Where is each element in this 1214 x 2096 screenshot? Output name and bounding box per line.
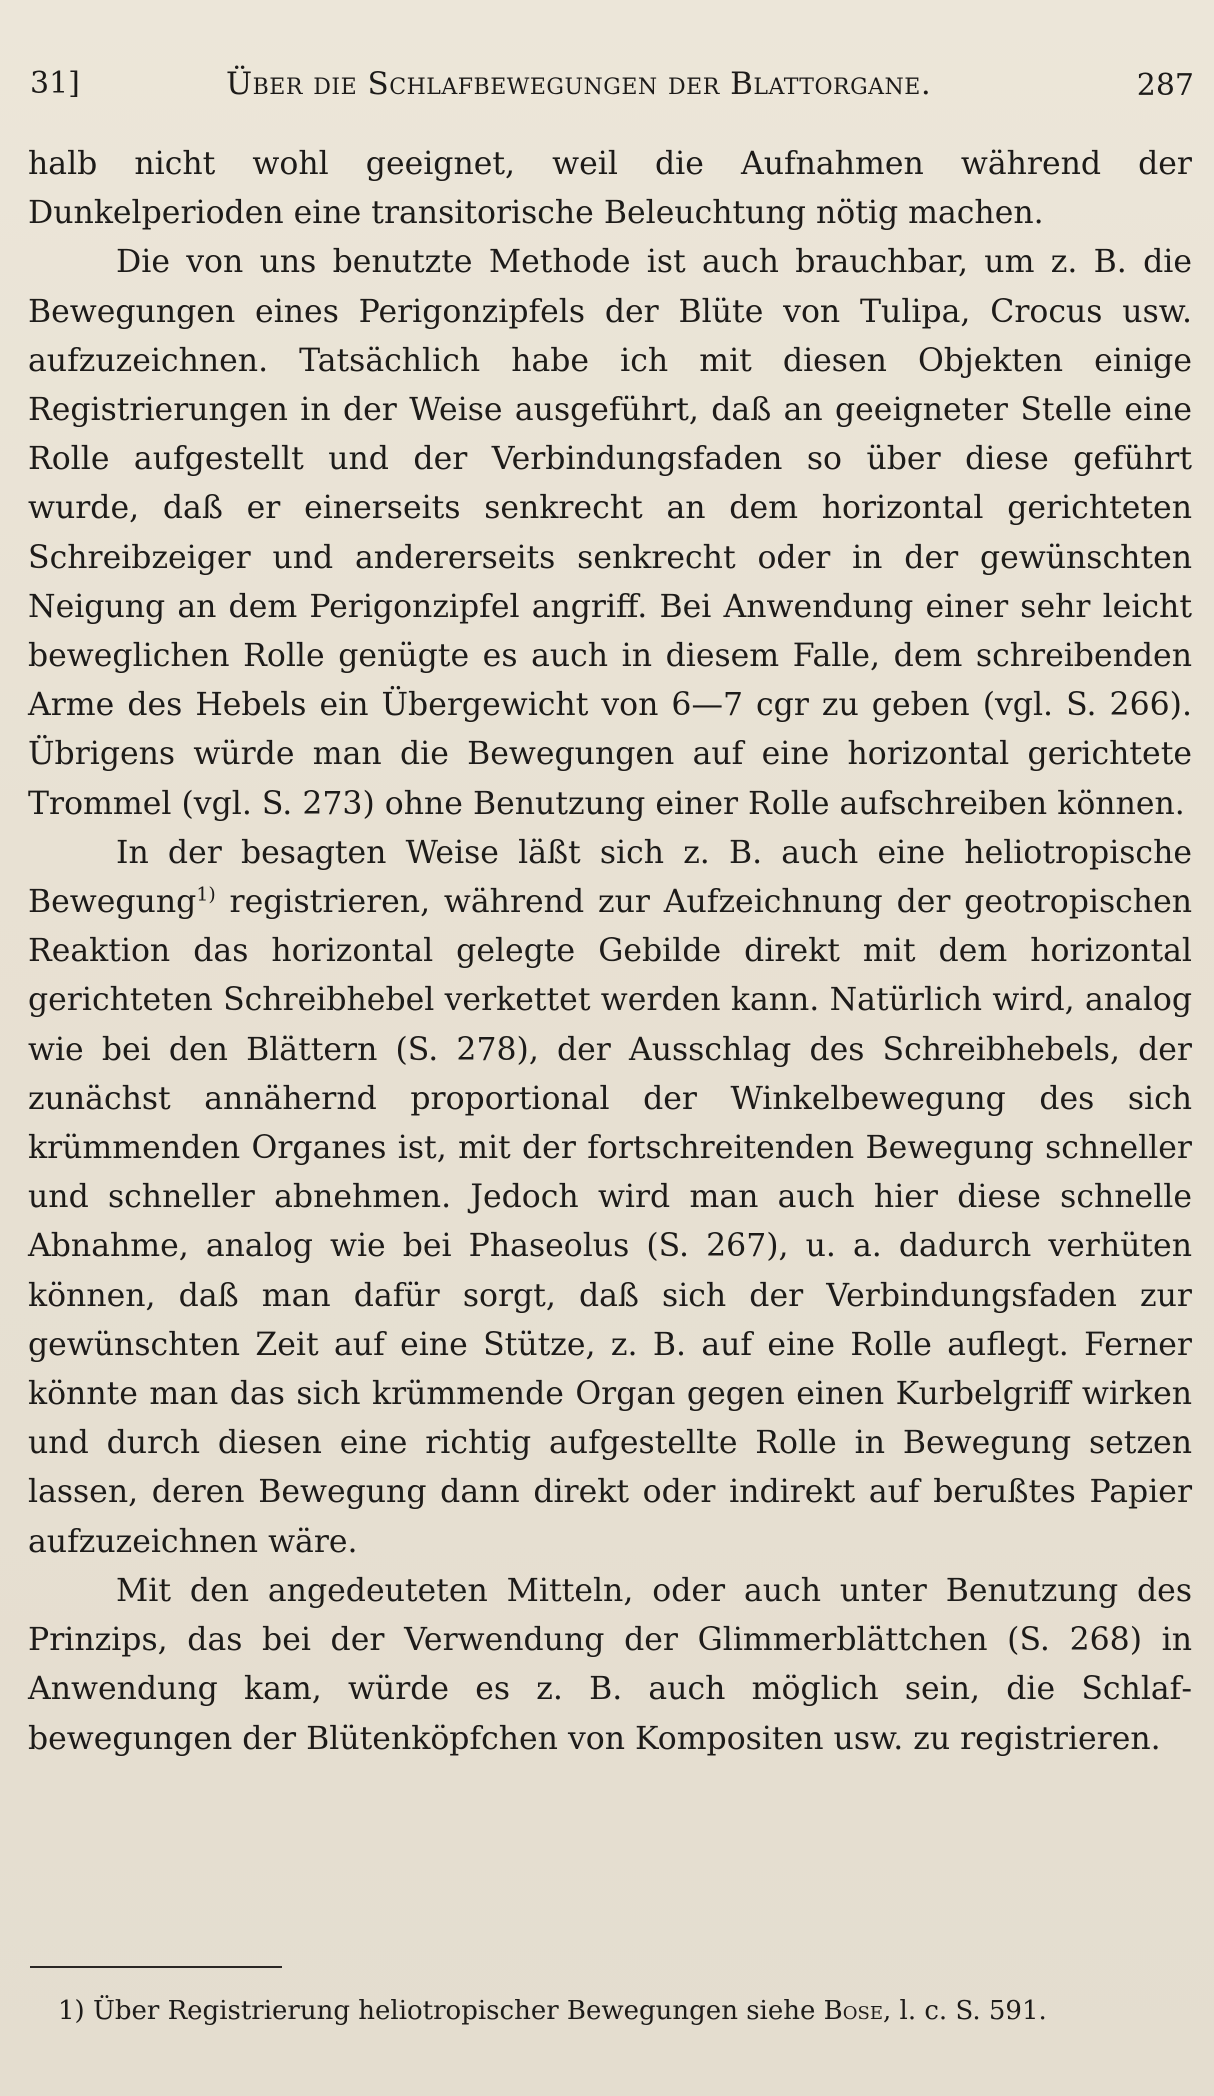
body-text [28,140,1192,1764]
footnote [58,1994,1192,2028]
paragraph-2: Die von uns benutzte Methode ist auch brauchbar, um z. B. die Bewegungen eines Perigonzipfels der Blüte von Tulipa, Crocus usw. aufzuzeichnen. Tatsächlich habe ich mit diesen Objekten einige Registrierungen in der Weise ausgeführt, daß an geeigneter Stelle eine Rolle aufgestellt und der Verbindungsfaden so über diese geführt wurde, daß er einerseits senkrecht an dem horizontal gerichteten Schreibzeiger und andererseits senkrecht oder in der gewünschten Neigung an dem Perigonzipfel angriff. Bei Anwendung einer sehr leicht beweglichen Rolle genügte es auch in diesem Falle, dem schreibenden Arme des Hebels ein Übergewicht von 6—7 cgr zu geben (vgl. S. 266). Übrigens würde man die Bewegungen auf eine horizontal gerichtete Trommel (vgl. S. 273) ohne Benutzung einer Rolle aufschreiben können. [28,244,1192,822]
paragraph-3-start: In der besagten Weise läßt sich z. B. auch eine heliotropische Bewegung [28,834,1192,921]
footnote-citation: , l. c. S. 591. [883,1996,1047,2026]
running-title: Über die Schlafbewegungen der Blattorgane. [226,66,932,102]
paragraph-4: Mit den angedeuteten Mitteln, oder auch unter Benutzung des Prinzips, das bei der Verwendung der Glimmerblättchen (S. 268) in Anwendung kam, würde es z. B. auch möglich sein, die Schlafbewegungen der Blütenköpfchen von Kompositen usw. zu registrieren. [28,1572,1192,1757]
section-marker: 31] [30,66,80,101]
paragraph-3 [28,829,1192,1567]
footnote-marker: 1) [58,1996,85,2026]
footnote-text: Über Registrierung heliotropischer Bewegungen siehe [92,1996,816,2026]
footnote-author: Bose [823,1996,883,2026]
footnote-divider [30,1966,282,1968]
paragraph-3-rest: registrieren, während zur Aufzeichnung der geotropischen Reaktion das horizontal gelegte Gebilde direkt mit dem horizontal gerichteten Schreibhebel verkettet werden kann. Natürlich wird, analog wie bei den Blättern (S. 278), der Ausschlag des Schreibhebels, der zunächst annähernd proportional der Winkelbewegung des sich krümmenden Organes ist, mit der fortschreitenden Bewegung schneller und schneller abnehmen. Jedoch wird man auch hier diese schnelle Abnahme, analog wie bei Phaseolus (S. 267), u. a. dadurch verhüten können, daß man dafür sorgt, daß sich der Verbindungsfaden zur gewünschten Zeit auf eine Stütze, z. B. auf eine Rolle auflegt. Ferner könnte man das sich krümmende Organ gegen einen Kurbelgriff wirken und durch diesen eine richtig aufgestellte Rolle in Bewegung setzen lassen, deren Bewegung dann direkt oder indirekt auf berußtes Papier aufzuzeichnen wäre. [28,884,1192,1560]
page-number: 287 [1136,68,1194,103]
footnote-reference[interactable]: 1) [196,883,216,906]
paragraph-1: halb nicht wohl geeignet, weil die Aufnahmen während der Dunkelperioden eine transitorische Beleuchtung nötig machen. [28,146,1192,232]
running-header [30,60,1194,108]
